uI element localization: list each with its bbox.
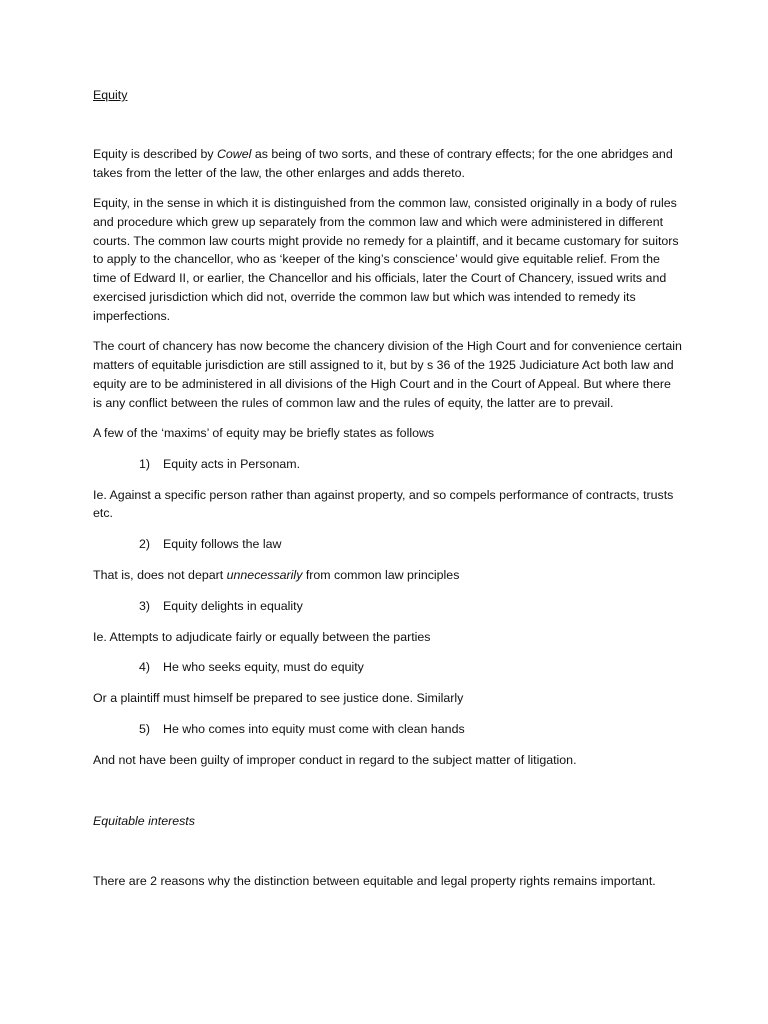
paragraph-reasons: There are 2 reasons why the distinction between equitable and legal property rights remains important. — [93, 874, 656, 889]
maxim-item-5 — [93, 720, 683, 739]
unnecessarily-italic: unnecessarily — [226, 567, 303, 582]
maxim-explanation-4: Or a plaintiff must himself be prepared to see justice done. Similarly — [93, 691, 464, 706]
maxim-text: Equity acts in Personam. — [163, 456, 301, 471]
spacer — [93, 830, 683, 872]
cowel-italic: Cowel — [216, 146, 252, 161]
paragraph-cowel — [93, 145, 683, 183]
maxim-item-1 — [93, 455, 683, 474]
maxim-item-2 — [93, 535, 683, 554]
document-page — [93, 86, 683, 891]
maxim-number: 1) — [139, 456, 151, 471]
maxim-explanation-1: Ie. Against a specific person rather than against property, and so compels performance of contracts, trusts etc. — [93, 487, 674, 521]
maxim-text: He who comes into equity must come with clean hands — [163, 721, 465, 736]
spacer — [93, 782, 683, 812]
maxim-number: 5) — [139, 721, 151, 736]
document-title: Equity — [93, 88, 128, 102]
maxim-text: He who seeks equity, must do equity — [163, 660, 364, 675]
maxim-item-4 — [93, 658, 683, 677]
subheading-equitable-interests: Equitable interests — [93, 813, 195, 828]
paragraph-maxims-intro: A few of the ‘maxims’ of equity may be briefly states as follows — [93, 425, 435, 440]
maxim-number: 3) — [139, 598, 151, 613]
maxim-explanation-2 — [93, 566, 683, 585]
explanation-end: from common law principles — [302, 567, 460, 582]
explanation-start: That is, does not depart — [93, 567, 227, 582]
maxim-text: Equity delights in equality — [163, 598, 303, 613]
paragraph-cowel-end: as being of two sorts, and these of contrary effects; for the one abridges and takes from the letter of the law, the other enlarges and adds thereto. — [93, 146, 673, 180]
maxim-number: 2) — [139, 537, 151, 552]
paragraph-court-of-chancery: The court of chancery has now become the chancery division of the High Court and for convenience certain matters of equitable jurisdiction are still assigned to it, but by s 36 of the 1925 Judiciature Act both law and equity are to be administered in all divisions of the High Court and in the Court of Appeal. But where there is any conflict between the rules of common law and the rules of equity, the latter are to prevail. — [93, 339, 682, 410]
paragraph-cowel-start: Equity is described by — [93, 146, 217, 161]
maxim-text: Equity follows the law — [163, 537, 282, 552]
maxim-explanation-5: And not have been guilty of improper conduct in regard to the subject matter of litigation. — [93, 752, 577, 767]
spacer — [93, 105, 683, 145]
maxim-number: 4) — [139, 660, 151, 675]
maxim-explanation-3: Ie. Attempts to adjudicate fairly or equally between the parties — [93, 629, 431, 644]
paragraph-equity-history: Equity, in the sense in which it is distinguished from the common law, consisted originally in a body of rules and procedure which grew up separately from the common law and which were administered in different courts. The common law courts might provide no remedy for a plaintiff, and it became customary for suitors to apply to the chancellor, who as ‘keeper of the king’s conscience’ would give equitable relief. From the time of Edward II, or earlier, the Chancellor and his officials, later the Court of Chancery, issued writs and exercised jurisdiction which did not, override the common law but which was intended to remedy its imperfections. — [93, 195, 679, 323]
maxim-item-3 — [93, 597, 683, 616]
